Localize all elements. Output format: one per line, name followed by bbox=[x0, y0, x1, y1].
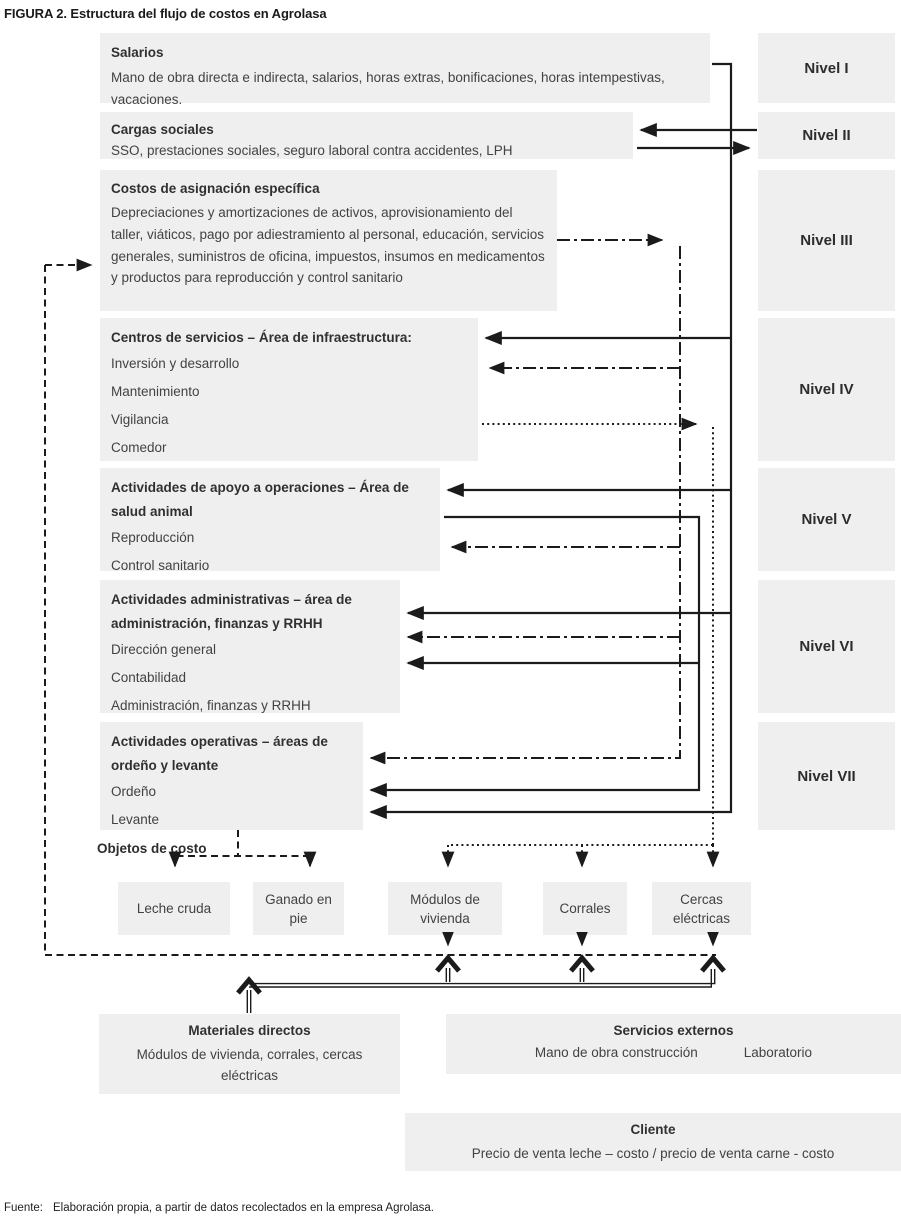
box-cargas-title: Cargas sociales bbox=[111, 122, 214, 137]
materiales-up-arrows bbox=[238, 958, 724, 1013]
box-cargas-sociales bbox=[100, 112, 633, 159]
box-servicios-externos bbox=[446, 1014, 901, 1074]
cliente-title: Cliente bbox=[630, 1122, 676, 1137]
object-box-modulos-vivienda: Módulos de vivienda bbox=[388, 882, 502, 935]
box-operativas-title: Actividades operativas – áreas de ordeño y levante bbox=[111, 734, 328, 773]
source-label: Fuente: bbox=[4, 1202, 43, 1214]
figure-title: FIGURA 2. Estructura del flujo de costos en Agrolasa bbox=[4, 6, 327, 21]
object-box-leche-cruda: Leche cruda bbox=[118, 882, 230, 935]
level-box-1: Nivel I bbox=[758, 33, 895, 103]
box-operativas bbox=[100, 722, 363, 830]
box-apoyo-item: Reproducción bbox=[111, 530, 195, 545]
box-centros-item: Inversión y desarrollo bbox=[111, 356, 240, 371]
box-costos-especificos bbox=[100, 170, 557, 311]
box-apoyo-item: Control sanitario bbox=[111, 558, 210, 573]
servicios-title: Servicios externos bbox=[613, 1023, 734, 1038]
level-box-3: Nivel III bbox=[758, 170, 895, 311]
box-centros-servicios bbox=[100, 318, 478, 461]
chevron-up-materiales bbox=[238, 980, 260, 993]
object-box-ganado-en-pie: Ganado en pie bbox=[253, 882, 344, 935]
box-apoyo-title: Actividades de apoyo a operaciones – Área de salud animal bbox=[111, 480, 409, 519]
objetos-de-costo-label: Objetos de costo bbox=[97, 841, 207, 856]
chevron-up-cercas bbox=[702, 958, 724, 971]
box-centros-item: Vigilancia bbox=[111, 412, 169, 427]
dotted-flow-lines bbox=[448, 424, 713, 866]
shaft-corrales bbox=[580, 968, 583, 982]
source-text: Elaboración propia, a partir de datos recolectados en la empresa Agrolasa. bbox=[53, 1202, 435, 1214]
level-box-7: Nivel VII bbox=[758, 722, 895, 830]
box-admin-item: Dirección general bbox=[111, 642, 217, 657]
box-cargas-body: SSO, prestaciones sociales, seguro laboral contra accidentes, LPH bbox=[111, 143, 513, 158]
cliente-body: Precio de venta leche – costo / precio de venta carne - costo bbox=[471, 1146, 835, 1161]
source-note bbox=[4, 1202, 434, 1214]
box-centros-item: Mantenimiento bbox=[111, 384, 200, 399]
materiales-title: Materiales directos bbox=[188, 1023, 311, 1038]
materiales-body: Módulos de vivienda, corrales, cercas eléctricas bbox=[136, 1047, 363, 1083]
box-operativas-item: Levante bbox=[111, 812, 160, 827]
shaft-modulos bbox=[446, 968, 449, 982]
level-box-6: Nivel VI bbox=[758, 580, 895, 713]
level-box-4: Nivel IV bbox=[758, 318, 895, 461]
box-centros-title: Centros de servicios – Área de infraestructura: bbox=[111, 330, 412, 345]
box-operativas-item: Ordeño bbox=[111, 784, 157, 799]
object-box-corrales: Corrales bbox=[543, 882, 627, 935]
box-costos-body: Depreciaciones y amortizaciones de activos, aprovisionamiento del taller, viáticos, pago por adiestramiento al personal, educación, servicios generales, suministros de oficina, impuestos, insumos en medicamentos y productos para reproducción y control sanitario bbox=[111, 205, 545, 286]
box-admin-item: Contabilidad bbox=[111, 670, 187, 685]
object-box-cercas-electricas: Cercas eléctricas bbox=[652, 882, 751, 935]
box-admin-title: Actividades administrativas – área de administración, finanzas y RRHH bbox=[111, 592, 352, 631]
box-centros-item: Comedor bbox=[111, 440, 167, 455]
box-apoyo-operaciones bbox=[100, 468, 440, 571]
double-rail bbox=[249, 969, 715, 987]
servicios-item: Laboratorio bbox=[743, 1045, 813, 1060]
level-box-2: Nivel II bbox=[758, 112, 895, 159]
chevron-up-corrales bbox=[571, 958, 593, 971]
box-admin-item: Administración, finanzas y RRHH bbox=[111, 698, 311, 713]
box-administrativas bbox=[100, 580, 400, 713]
box-salarios bbox=[100, 33, 710, 107]
shaft-materiales bbox=[247, 990, 250, 1013]
level-box-5: Nivel V bbox=[758, 468, 895, 571]
box-cliente bbox=[405, 1113, 901, 1171]
box-costos-title: Costos de asignación específica bbox=[111, 181, 320, 196]
chevron-up-modulos bbox=[437, 958, 459, 971]
servicios-item: Mano de obra construcción bbox=[534, 1045, 698, 1060]
box-salarios-body: Mano de obra directa e indirecta, salarios, horas extras, bonificaciones, horas intempestivas, vacaciones. bbox=[111, 70, 665, 107]
box-materiales-directos bbox=[99, 1014, 400, 1094]
box-salarios-title: Salarios bbox=[111, 45, 164, 60]
